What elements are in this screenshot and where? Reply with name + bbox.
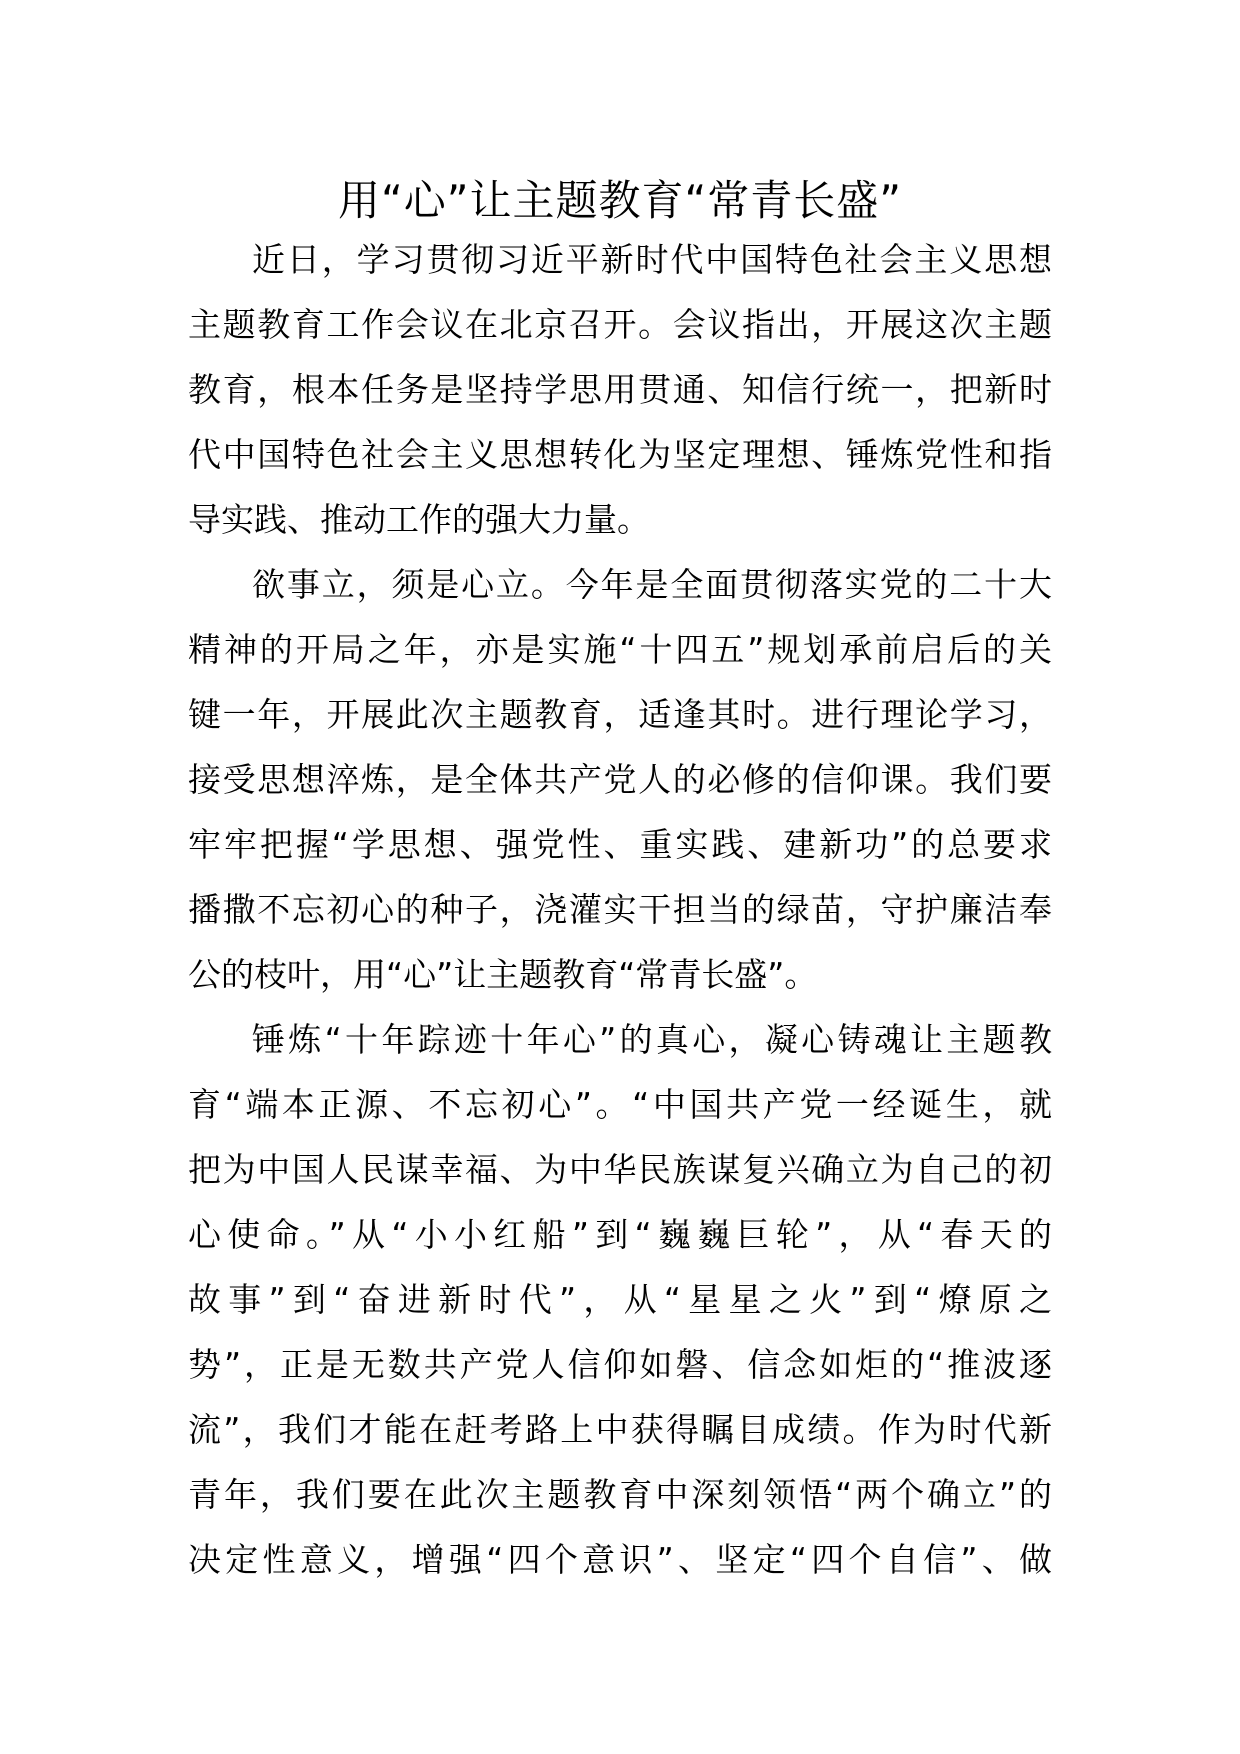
paragraph-line: 势”，正是无数共产党人信仰如磐、信念如炬的“推波逐: [188, 1345, 1052, 1384]
paragraph-line: 锤炼“十年踪迹十年心”的真心，凝心铸魂让主题教: [252, 1020, 1052, 1059]
paragraph-line: 键一年，开展此次主题教育，适逢其时。进行理论学习，: [188, 695, 1052, 734]
paragraph-line: 近日，学习贯彻习近平新时代中国特色社会主义思想: [252, 240, 1052, 279]
paragraph-1: [188, 227, 1052, 552]
paragraph-line: 欲事立，须是心立。今年是全面贯彻落实党的二十大: [252, 565, 1052, 604]
paragraph-line: 导实践、推动工作的强大力量。: [188, 500, 650, 539]
paragraph-line: 接受思想淬炼，是全体共产党人的必修的信仰课。我们要: [188, 760, 1052, 799]
paragraph-line: 牢牢把握“学思想、强党性、重实践、建新功”的总要求: [188, 825, 1052, 864]
paragraph-2: [188, 552, 1052, 1007]
paragraph-line: 主题教育工作会议在北京召开。会议指出，开展这次主题: [188, 305, 1052, 344]
paragraph-line: 精神的开局之年，亦是实施“十四五”规划承前启后的关: [188, 630, 1052, 669]
paragraph-line: 心使命。”从“小小红船”到“巍巍巨轮”，从“春天的: [188, 1215, 1052, 1254]
paragraph-3: [188, 1007, 1052, 1592]
paragraph-line: 代中国特色社会主义思想转化为坚定理想、锤炼党性和指: [188, 435, 1052, 474]
paragraph-line: 播撒不忘初心的种子，浇灌实干担当的绿苗，守护廉洁奉: [188, 890, 1052, 929]
document-title: 用“心”让主题教育“常青长盛”: [337, 176, 903, 225]
paragraph-line: 决定性意义，增强“四个意识”、坚定“四个自信”、做: [188, 1540, 1052, 1579]
paragraph-line: 育“端本正源、不忘初心”。“中国共产党一经诞生，就: [188, 1085, 1052, 1124]
paragraph-line: 把为中国人民谋幸福、为中华民族谋复兴确立为自己的初: [188, 1150, 1052, 1189]
paragraph-line: 教育，根本任务是坚持学思用贯通、知信行统一，把新时: [188, 370, 1052, 409]
paragraph-line: 故事”到“奋进新时代”，从“星星之火”到“燎原之: [188, 1280, 1052, 1319]
paragraph-line: 流”，我们才能在赶考路上中获得瞩目成绩。作为时代新: [188, 1410, 1052, 1449]
paragraph-line: 公的枝叶，用“心”让主题教育“常青长盛”。: [188, 955, 818, 994]
document-body: [188, 227, 1052, 1592]
paragraph-line: 青年，我们要在此次主题教育中深刻领悟“两个确立”的: [188, 1475, 1052, 1514]
